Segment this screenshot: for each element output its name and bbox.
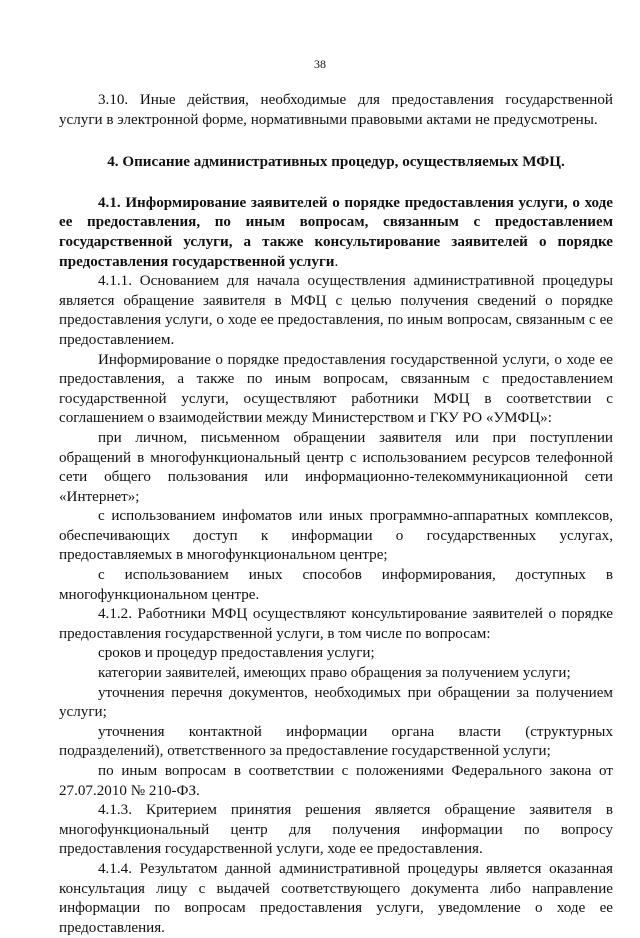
subsection-4-1-period: . — [334, 253, 339, 270]
paragraph-other-ways: с использованием иных способов информирования, доступных в многофункциональном центре. — [59, 567, 613, 603]
list-item-federal-law: по иным вопросам в соответствии с положениями Федерального закона от 27.07.2010 № 210-ФЗ. — [59, 763, 613, 799]
list-item-categories: категории заявителей, имеющих право обращения за получением услуги; — [98, 665, 571, 682]
paragraph-3-10: 3.10. Иные действия, необходимые для предоставления государственной услуги в электронной форме, нормативными правовыми актами не предусмотрены. — [59, 92, 613, 128]
paragraph-4-1-3: 4.1.3. Критерием принятия решения является обращение заявителя в многофункциональный центр для получения информации по вопросу предоставления государственной услуги, ходе ее предоставления. — [59, 802, 613, 858]
subsection-4-1-heading — [59, 194, 613, 272]
page-number: 38 — [314, 57, 326, 71]
section-4-heading: 4. Описание административных процедур, осуществляемых МФЦ. — [107, 154, 565, 171]
document-body — [59, 91, 613, 938]
subsection-4-1-title: 4.1. Информирование заявителей о порядке предоставления услуги, о ходе ее предоставления, по иным вопросам, связанным с предоставлением государственной услуги, а также консультирование заявителей о порядке предоставления государственной услуги — [59, 194, 613, 270]
list-item-documents: уточнения перечня документов, необходимых при обращении за получением услуги; — [59, 684, 613, 721]
paragraph-4-1-1: 4.1.1. Основанием для начала осуществления административной процедуры является обращение заявителя в МФЦ с целью получения сведений о порядке предоставления услуги, о ходе ее предоставления, по иным вопросам, связанным с ее предоставлением. — [59, 273, 613, 348]
paragraph-4-1-2: 4.1.2. Работники МФЦ осуществляют консультирование заявителей о порядке предоставления государственной услуги, в том числе по вопросам: — [59, 606, 613, 642]
paragraph-4-1-4: 4.1.4. Результатом данной административной процедуры является оказанная консультация лицу с выдачей соответствующего документа либо направление информации по вопросам предоставления услуги, уведомление о ходе ее предоставления. — [59, 860, 613, 936]
paragraph-informing: Информирование о порядке предоставления государственной услуги, о ходе ее предоставления, а также по иным вопросам, связанным с предоставлением государственной услуги, осуществляют работники МФЦ в соответствии с соглашением о взаимодействии между Министерством и ГКУ РО «УМФЦ»: — [59, 351, 613, 427]
paragraph-personal-appeal: при личном, письменном обращении заявителя или при поступлении обращений в многофункциональный центр с использованием ресурсов телефонной сети общего пользования или информационно-телекоммуникационной сети «Интернет»; — [59, 429, 613, 505]
list-item-terms: сроков и процедур предоставления услуги; — [98, 645, 375, 662]
list-item-contact-info: уточнения контактной информации органа власти (структурных подразделений), ответственного за предоставление государственной услуги; — [59, 723, 613, 760]
paragraph-infomats: с использованием инфоматов или иных программно-аппаратных комплексов, обеспечивающих доступ к информации о государственных услугах, предоставляемых в многофункциональном центре; — [59, 508, 613, 564]
